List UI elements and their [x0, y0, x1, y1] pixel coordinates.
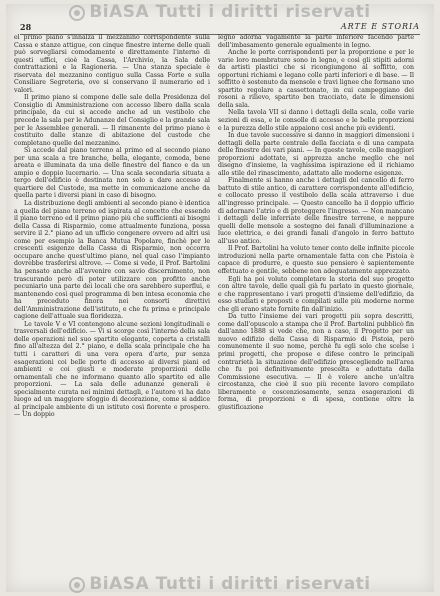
page-number: 28: [20, 22, 32, 32]
paragraph: Il primo piano si compone delle sale della Presidenza del Consiglio di Amministrazione con accesso libero dalla scala principale, da cui si accede anche ad un vestibolo che precede la sala per le Adunanze del Consiglio e la grande sala per le Assemblee generali. — Il rimanente del primo piano è costituito dalle stanze di abitazione del custode che completano quelle del mezzanino.: [14, 94, 210, 147]
paragraph: Finalmente si hanno anche i dettagli del cancello di ferro battuto di stile antico, di carattere corrispondente all'edificio, e collocato presso il vestibolo della scala attraverso i due all'ingresso principale. — Questo cancello ha il doppio ufficio di adornare l'atrio e di proteggere l'ingresso. — Non mancano i dettagli delle inferriate delle finestre terrene, e neppure quelli delle mensole a sostegno dei fanali d'illuminazione a luce elettrica, e dei grandi fanali d'angolo in ferro battuto all'uso antico.: [218, 177, 414, 245]
text-column-right: [218, 34, 414, 578]
paragraph: el primo piano s'innalza il mezzanino corrispondente sulla Cassa e stanze attigue, con cinque finestre interne delle quali può sorvegliarsi comodamente e direttamente l'interno di questi uffici, cioè la Cassa, l'Archivio, la Sala delle contrattazioni e la Ragioneria. — Una stanza speciale è riservata del mezzanino contiguo sulla Cassa Forte e sulla Consiliare Segreteria, ove si conservano il numerario ed i valori.: [14, 34, 210, 94]
watermark-text: BiASA Tutti i diritti riservati: [89, 2, 371, 22]
watermark-text: BiASA Tutti i diritti riservati: [89, 574, 371, 594]
paragraph: legno adorna vagamente la parte inferiore facendo parte dell'imbasamento generale egualmente in legno.: [218, 34, 414, 49]
page-header: [20, 20, 420, 35]
paragraph: La distribuzione degli ambienti al secondo piano è identica a quella del piano terreno ed ispirata al concetto che essendo il piano terreno ed il primo piano più che sufficienti ai bisogni della Cassa di Risparmio, come attualmente funziona, possa servire il 2.° piano ad un ufficio congenere ovvero ad altri usi come per esempio la Banca Mutua Popolare, finchè per le crescenti esigenze della Cassa di Risparmio, non occorra occupare anche quest'ultimo piano, nel qual caso l'impianto dovrebbe trasferirsi altrove. — Come si vede, il Prof. Bartolini ha pensato anche all'avvenire con savio discernimento, non trascurando però di poter utilizzare con profitto anche pecuniario una parte dei locali che ora sarebbero superflui, e mantenendo così quel programma di ben intesa economia che ha preceduto finora nei consorti direttivi dell'Amministrazione dell'istituto, e che fu prima e principale cagione dell'attuale sua floridezza.: [14, 200, 210, 321]
paragraph: Le tavole V e VI contengono alcune sezioni longitudinali e trasversali dell'edificio. — Vi si scorge così l'interno della sala delle operazioni nel suo spartito elegante, coperta a cristalli fino all'altezza del 2.° piano, e della scala principale che ha tutti i caratteri di una vera opera d'arte, pur senza esagerazioni coi belle porte di accesso ai diversi piani ed ambienti e coi giusti e moderate proporzioni delle ornamentali che ne informano quanto allo spartito ed alle proporzioni. — La sala delle adunanze generali è specialmente curata nei minimi dettagli, e l'autore vi ha dato luogo ad un maggiore sfoggio di decorazione, come si addice al principale ambiente di un istituto così fiorente e prospero. — Un doppio: [14, 320, 210, 419]
paragraph: Nella tavola VII si danno i dettagli della scala, colle varie sezioni di essa, e le consolle di accesso e le belle proporzioni e la purezza dello stile appaiono così anche più evidenti.: [218, 109, 414, 132]
running-title: ARTE E STORIA: [340, 22, 420, 31]
paragraph: Egli ha poi voluto completare la storia del suo progetto con altre tavole, delle quali già fu parlato in questo giornale, e che rappresentano i vari progetti d'insieme dell'edifizio, da esso studiati e proposti e compilati sulle più moderne norme che gli erano state fornite fin dall'inizio.: [218, 275, 414, 313]
paragraph: Anche le porte corrispondenti per la proporzione e per le varie loro membrature sono in legno, e così gli stipiti adorni da artisti plastici che si ricongiungono al soffitto, con opportuni richiami e legano colle parti inferiori e di base. — Il soffitto è sostenuto da mensole e travi lignee che formano uno spartito regolare a cassettonato, in cui campeggiano dei rosoni a rilievo, spartito ben tracciato, date le dimensioni della sala.: [218, 49, 414, 109]
paragraph: Da tutto l'insieme dei vari progetti più sopra descritti, come dall'opuscolo a stampa che il Prof. Bartolini pubblicò fin dall'anno 1888 si vede che, non a caso, il Progetto per un nuovo edifizio della Cassa di Risparmio di Pistoia, però comunemente il suo nome, perchè fu egli solo che scelse i primi progetti, che propose e difese contro le principali contrarietà la situazione dell'edifizio prescegliendo nell'area che fu poi definitivamente prescelta e adottata dalla Commissione esecutiva. — Il è volere anche un'altra circostanza, che cioè il suo più recente lavoro compilato liberamente e coscenziosamente, senza esagerazioni di forma, di proporzioni e di spesa, contiene oltre la giustificazione: [218, 313, 414, 411]
text-column-left: [14, 34, 210, 578]
paragraph: Si accede dal piano terreno al primo ed al secondo piano per una scala a tre branche, bella, elegante, comoda, bene areata e illuminata da una delle finestre del fianco e da un ampio e doppio lucernario. — Una scala secondaria situata a tergo dell'edificio è destinata non solo a dare accesso al quartiere del Custode, ma mette in comunicazione anche da quella parte i diversi piani in caso di bisogno.: [14, 147, 210, 200]
paragraph: Il Prof. Bartolini ha voluto tener conto delle infinite piccole introduzioni nella parte ornamentale fatta con che Pistoia è capace di produrre, e questo suo pensiero è sapientemente effettuato e gentile, sebbene non adeguatamente apprezzato.: [218, 245, 414, 275]
paragraph: In due tavole successive si danno in maggiori dimensioni i dettagli della parte centrale della facciata e di una campata delle finestre dei vari piani. — In queste tavole, colle maggiori proporzioni adottate, si apprezza anche meglio che nel disegno d'insieme, la vaghissima ispirazione ed il richiamo allo stile del rinascimento, adattato alle moderne esigenze.: [218, 132, 414, 177]
